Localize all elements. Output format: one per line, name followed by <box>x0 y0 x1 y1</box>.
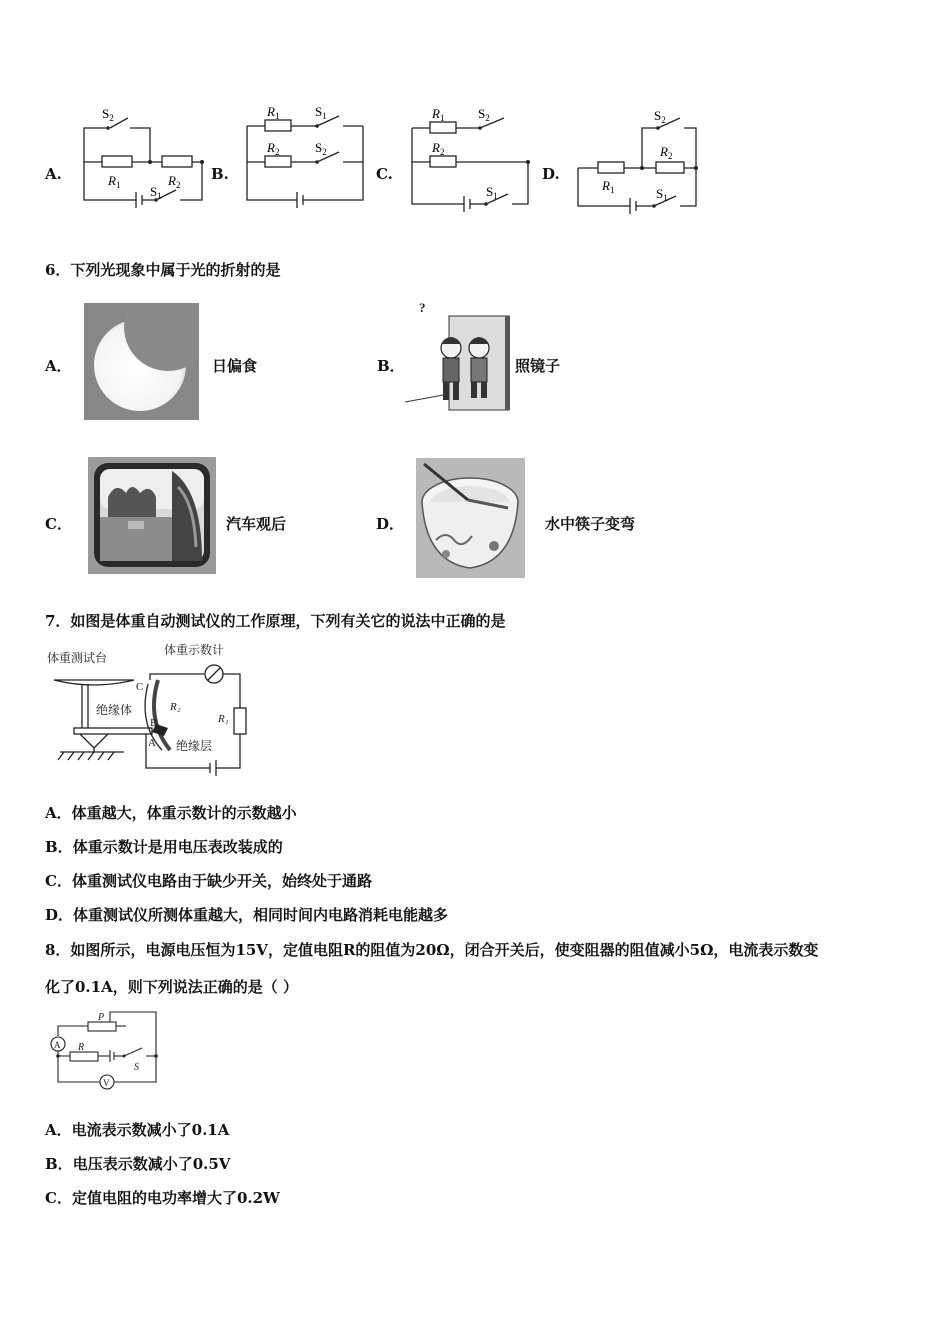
q8-stem-line1: 8．如图所示，电源电压恒为15V，定值电阻R的阻值为20Ω，闭合开关后，使变阻器的阻值减小5Ω，电流表示数变 <box>45 941 819 959</box>
q8-r-label: R <box>78 1042 85 1053</box>
q7-point-a-label: A <box>148 737 156 749</box>
mirror-kids-image <box>405 298 511 412</box>
q5-circuit-b <box>243 100 371 218</box>
q8-circuit-diagram <box>46 1008 164 1092</box>
q5-c-r1-label: $R_1$ <box>432 106 445 123</box>
partial-eclipse-image <box>84 303 199 420</box>
q5-a-s1-label: $S_1$ <box>150 184 162 201</box>
q6-option-c-text: 汽车观后 <box>226 515 287 533</box>
q7-option-d: D．体重测试仪所测体重越大，相同时间内电路消耗电能越多 <box>45 906 449 924</box>
q5-a-r1-label: $R_1$ <box>108 173 121 190</box>
q6-option-c-label: C． <box>45 515 72 533</box>
rearview-mirror-image <box>88 457 216 574</box>
q8-ammeter-label: A <box>54 1040 61 1050</box>
q5-d-s1-label: $S_1$ <box>656 186 668 203</box>
q8-p-label: P <box>98 1012 105 1023</box>
q5-option-c-label: C. <box>376 165 393 183</box>
q5-d-r1-label: $R_1$ <box>602 178 615 195</box>
q8-voltmeter-label: V <box>103 1078 110 1088</box>
q5-a-s2-label: $S_2$ <box>102 106 114 123</box>
q8-option-c: C．定值电阻的电功率增大了0.2W <box>45 1189 280 1207</box>
q6-option-b-label: B． <box>377 357 405 375</box>
q5-option-d-label: D. <box>542 165 560 183</box>
q5-c-r2-label: $R_2$ <box>432 140 445 157</box>
q7-point-b-label: B <box>150 717 158 729</box>
q5-b-s2-label: $S_2$ <box>315 140 327 157</box>
q5-d-s2-label: $S_2$ <box>654 108 666 125</box>
svg-text:?: ? <box>419 300 426 315</box>
q5-circuit-d <box>574 100 704 218</box>
q6-option-d-label: D． <box>376 515 405 533</box>
q5-a-r2-label: $R_2$ <box>168 173 181 190</box>
q6-option-a-text: 日偏食 <box>212 357 258 375</box>
q5-c-s1-label: $S_1$ <box>486 184 498 201</box>
q5-c-s2-label: $S_2$ <box>478 106 490 123</box>
q7-platform-label: 体重测试台 <box>47 651 108 665</box>
q7-option-a: A．体重越大，体重示数计的示数越小 <box>45 804 297 822</box>
q7-option-b: B．体重示数计是用电压表改装成的 <box>45 838 283 856</box>
q5-b-r1-label: $R_1$ <box>267 104 280 121</box>
q8-option-a: A．电流表示数减小了0.1A <box>45 1121 230 1139</box>
q7-stem: 7．如图是体重自动测试仪的工作原理，下列有关它的说法中正确的是 <box>45 612 506 630</box>
q7-r1-label: R₁ <box>218 713 229 725</box>
q5-d-r2-label: $R_2$ <box>660 144 673 161</box>
q6-option-d-text: 水中筷子变弯 <box>545 515 636 533</box>
q7-option-c: C．体重测试仪电路由于缺少开关，始终处于通路 <box>45 872 372 890</box>
q7-r2-label: R₂ <box>170 701 181 713</box>
bent-chopsticks-image <box>416 458 525 578</box>
q5-b-s1-label: $S_1$ <box>315 104 327 121</box>
q8-stem-line2: 化了0.1A，则下列说法正确的是（ ） <box>45 978 298 996</box>
q5-option-a-label: A. <box>45 165 62 183</box>
q7-insulating-layer-label: 绝缘层 <box>176 739 213 753</box>
q5-b-r2-label: $R_2$ <box>267 140 280 157</box>
q7-insulator-label: 绝缘体 <box>96 703 133 717</box>
q8-s-label: S <box>134 1062 139 1073</box>
q6-stem: 6．下列光现象中属于光的折射的是 <box>45 261 281 279</box>
q5-circuit-c <box>408 100 538 218</box>
weight-tester-diagram <box>44 640 250 776</box>
q8-option-b: B．电压表示数减小了0.5V <box>45 1155 231 1173</box>
q5-option-b-label: B. <box>211 165 229 183</box>
q6-option-a-label: A． <box>45 357 72 375</box>
q6-option-b-text: 照镜子 <box>515 357 561 375</box>
q7-point-c-label: C <box>136 681 144 693</box>
q7-meter-label: 体重示数计 <box>164 643 225 657</box>
q5-circuit-a <box>80 100 210 218</box>
